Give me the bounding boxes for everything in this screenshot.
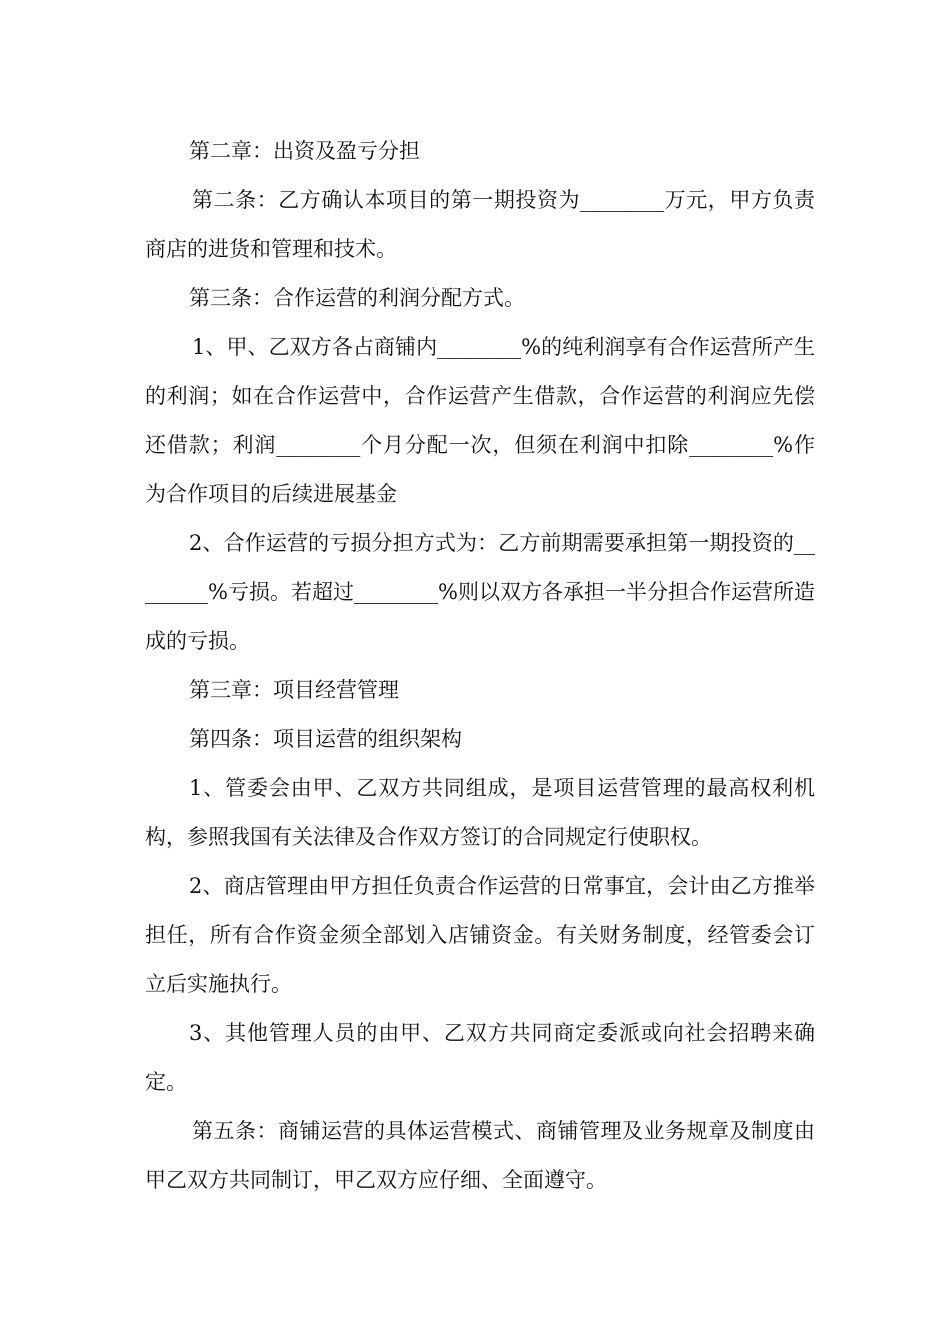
document-body (145, 127, 815, 1205)
chapter-three-heading: 第三章：项目经营管理 (189, 678, 399, 702)
loss-sharing-clause: 2、合作运营的亏损分担方式为：乙方前期需要承担第一期投资的________%亏损。若超过________%则以双方各承担一半分担合作运营所造成的亏损。 (145, 531, 815, 653)
profit-distribution-clause: 1、甲、乙双方各占商铺内________%的纯利润享有合作运营所产生的利润；如在合作运营中，合作运营产生借款，合作运营的利润应先偿还借款；利润________个月分配一次，但须在利润中扣除________%作为合作项目的后续进展基金 (145, 335, 815, 506)
other-staff-clause: 3、其他管理人员的由甲、乙双方共同商定委派或向社会招聘来确定。 (145, 1021, 815, 1094)
article-three-heading: 第三条：合作运营的利润分配方式。 (189, 286, 525, 310)
article-two-paragraph: 第二条：乙方确认本项目的第一期投资为________万元，甲方负责商店的进货和管理和技术。 (145, 188, 815, 261)
article-four-heading: 第四条：项目运营的组织架构 (189, 727, 462, 751)
chapter-two-heading: 第二章：出资及盈亏分担 (189, 139, 420, 163)
article-five-paragraph: 第五条：商铺运营的具体运营模式、商铺管理及业务规章及制度由甲乙双方共同制订，甲乙双方应仔细、全面遵守。 (145, 1119, 815, 1192)
store-management-clause: 2、商店管理由甲方担任负责合作运营的日常事宜，会计由乙方推举担任，所有合作资金须全部划入店铺资金。有关财务制度，经管委会订立后实施执行。 (145, 874, 815, 996)
management-committee-clause: 1、管委会由甲、乙双方共同组成，是项目运营管理的最高权利机构，参照我国有关法律及合作双方签订的合同规定行使职权。 (145, 776, 815, 849)
